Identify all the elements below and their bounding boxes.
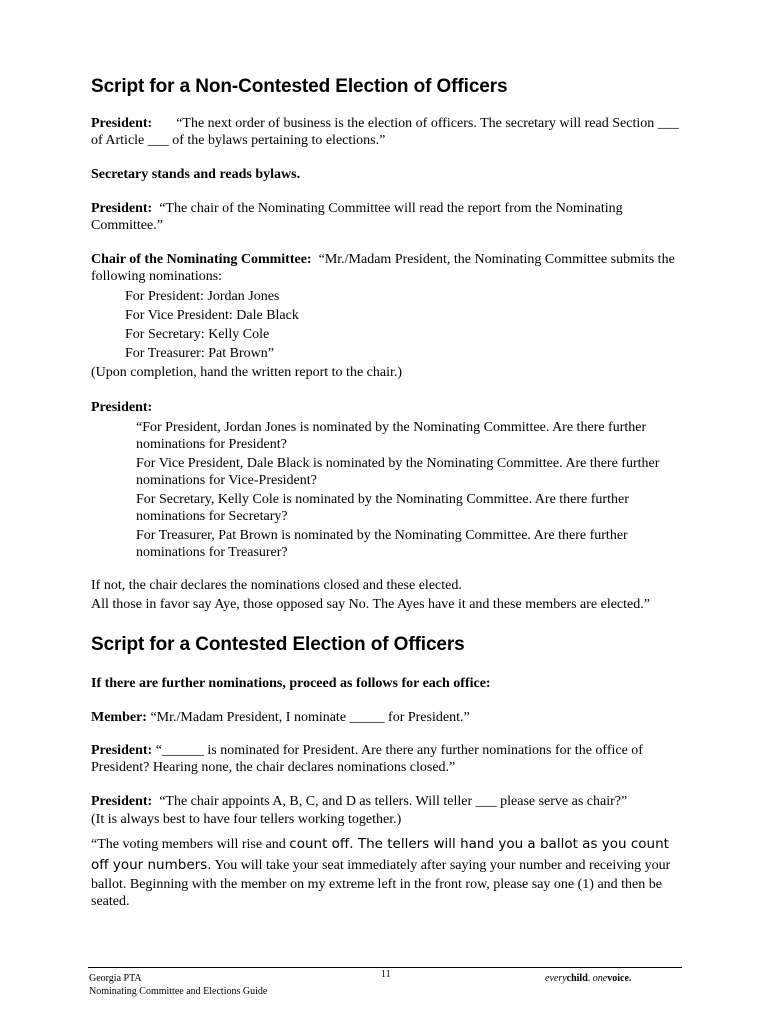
speaker-label: Chair of the Nominating Committee: bbox=[91, 252, 312, 267]
chair-line bbox=[91, 251, 675, 268]
president-nomination-line: For Treasurer, Pat Brown is nominated by the Nominating Committee. Are there further bbox=[136, 528, 628, 543]
president-line-1 bbox=[91, 115, 679, 132]
president-line-4 bbox=[91, 742, 643, 759]
voting-line-4: seated. bbox=[91, 894, 130, 909]
speech-text: “Mr./Madam President, I nominate _____ for President.” bbox=[150, 710, 470, 725]
president-line-2b: Committee.” bbox=[91, 218, 163, 233]
president-line-5 bbox=[91, 793, 627, 810]
speech-text: “______ is nominated for President. Are there any further nominations for the office of bbox=[155, 743, 643, 758]
section-title-contested: Script for a Contested Election of Officers bbox=[91, 634, 465, 655]
president-line-2 bbox=[91, 200, 623, 217]
speech-text: “The next order of business is the election of officers. The secretary will read Section ___ bbox=[176, 116, 679, 131]
footer-tagline: everychild. onevoice. bbox=[545, 973, 632, 984]
if-not-line: If not, the chair declares the nominations closed and these elected. bbox=[91, 578, 462, 593]
speaker-label: President: bbox=[91, 794, 153, 809]
speech-text: “Mr./Madam President, the Nominating Committee submits the bbox=[318, 252, 675, 267]
president-nomination-line: “For President, Jordan Jones is nominated by the Nominating Committee. Are there further bbox=[136, 420, 647, 435]
speech-text: “The chair appoints A, B, C, and D as tellers. Will teller ___ please serve as chair?” bbox=[159, 794, 628, 809]
president-line-4b: President? Hearing none, the chair declares nominations closed.” bbox=[91, 760, 456, 775]
president-nomination-line: For Secretary, Kelly Cole is nominated by the Nominating Committee. Are there further bbox=[136, 492, 629, 507]
voting-text: You will take your seat immediately after saying your number and receiving your bbox=[211, 858, 671, 873]
section-title-non-contested: Script for a Non-Contested Election of Officers bbox=[91, 76, 508, 97]
speaker-label: President: bbox=[91, 201, 153, 216]
voting-line-2 bbox=[91, 857, 670, 874]
voting-line-1 bbox=[91, 836, 669, 853]
speaker-label: President: bbox=[91, 743, 153, 758]
tellers-note: (It is always best to have four tellers working together.) bbox=[91, 812, 402, 827]
page-number: 11 bbox=[381, 969, 391, 980]
president-nomination-line: nominations for Secretary? bbox=[136, 509, 288, 524]
secretary-direction: Secretary stands and reads bylaws. bbox=[91, 167, 301, 182]
speaker-label: Member: bbox=[91, 710, 147, 725]
footer-divider bbox=[88, 967, 682, 968]
member-line bbox=[91, 709, 470, 726]
president-nomination-line: nominations for Treasurer? bbox=[136, 545, 288, 560]
voting-text-sans: off your numbers. bbox=[91, 857, 212, 873]
speaker-label: President: bbox=[91, 116, 153, 131]
further-nominations-direction: If there are further nominations, proceed as follows for each office: bbox=[91, 676, 491, 691]
voting-text-sans: count off. The tellers will hand you a ballot as you count bbox=[289, 836, 669, 852]
chair-line-b: following nominations: bbox=[91, 269, 223, 284]
president-line-1b: of Article ___ of the bylaws pertaining to elections.” bbox=[91, 133, 386, 148]
president-nomination-line: For Vice President, Dale Black is nominated by the Nominating Committee. Are there further bbox=[136, 456, 660, 471]
nomination-item: For Vice President: Dale Black bbox=[125, 308, 299, 323]
president-nomination-line: nominations for Vice-President? bbox=[136, 473, 317, 488]
footer-guide: Nominating Committee and Elections Guide bbox=[89, 986, 268, 997]
upon-completion-note: (Upon completion, hand the written report to the chair.) bbox=[91, 365, 403, 380]
nomination-item: For Treasurer: Pat Brown” bbox=[125, 346, 274, 361]
speaker-label: President: bbox=[91, 400, 153, 415]
nomination-item: For Secretary: Kelly Cole bbox=[125, 327, 270, 342]
nomination-item: For President: Jordan Jones bbox=[125, 289, 280, 304]
speech-text: “The chair of the Nominating Committee will read the report from the Nominating bbox=[159, 201, 623, 216]
president-nomination-line: nominations for President? bbox=[136, 437, 287, 452]
all-in-favor-line: All those in favor say Aye, those opposed say No. The Ayes have it and these members are elected.” bbox=[91, 597, 650, 612]
footer-org: Georgia PTA bbox=[89, 973, 142, 984]
voting-text: “The voting members will rise and bbox=[91, 837, 290, 852]
voting-line-3: ballot. Beginning with the member on my extreme left in the front row, please say one (1) and then be bbox=[91, 877, 662, 892]
